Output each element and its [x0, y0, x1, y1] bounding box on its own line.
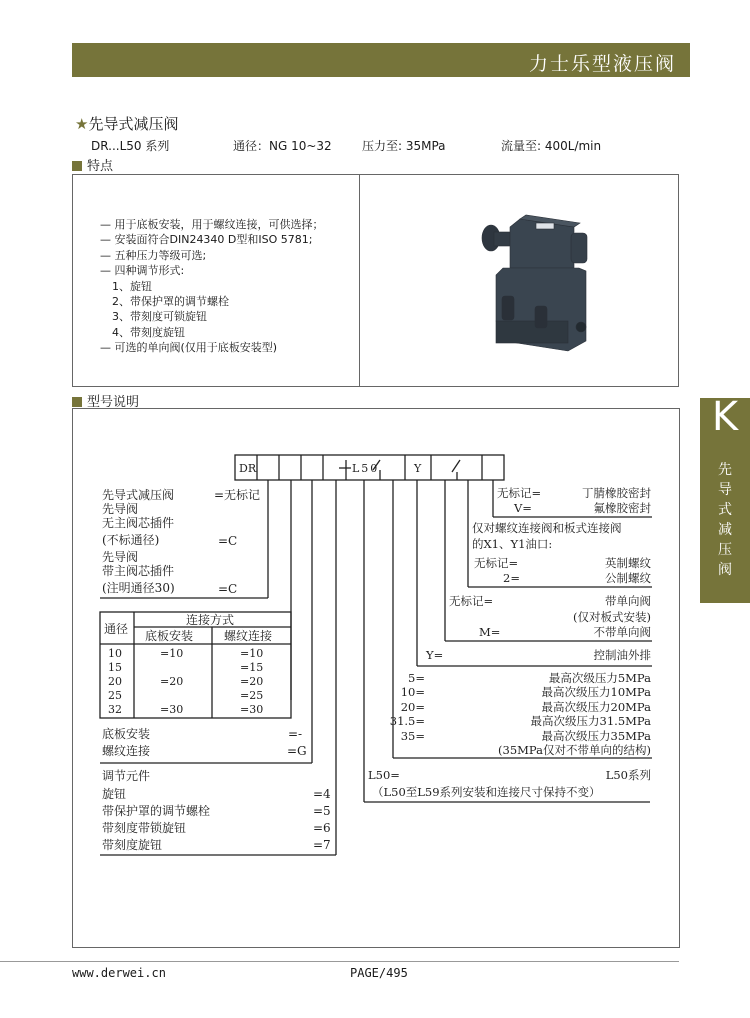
- feature-item: — 安装面符合DIN24340 D型和ISO 5781;: [100, 233, 313, 247]
- legend-label: 先导阀: [102, 502, 139, 516]
- series-note: （L50至L59系列安装和连接尺寸保持不变）: [372, 785, 601, 799]
- mounting-label: 螺纹连接: [102, 744, 151, 758]
- mounting-value: =-: [288, 727, 303, 741]
- adjust-value: =7: [313, 838, 331, 852]
- seal-code: 无标记=: [497, 486, 542, 500]
- table-cell: 20: [108, 675, 122, 688]
- code-cell-l50: L50: [352, 462, 380, 475]
- chapter-char: 阀: [718, 562, 732, 578]
- model-heading-text: 型号说明: [87, 395, 140, 410]
- legend-label: 无主阀芯插件: [102, 516, 175, 530]
- footer-url[interactable]: www.derwei.cn: [72, 966, 166, 980]
- spec-size: 通径：NG 10~32: [233, 139, 332, 153]
- table-cell: =10: [240, 647, 264, 660]
- table-header-conn: 连接方式: [186, 613, 235, 627]
- port-note: 的X1、Y1油口:: [472, 537, 553, 551]
- adjust-value: =4: [313, 787, 331, 801]
- seal-desc: 氟橡胶密封: [593, 501, 651, 515]
- product-title-text: 先导式减压阀: [88, 115, 179, 133]
- series-desc: L50系列: [605, 768, 651, 782]
- pressure-note: (35MPa仅对不带单向的结构): [498, 743, 651, 757]
- adjust-value: =6: [313, 821, 331, 835]
- feature-subitem: 2、带保护罩的调节螺栓: [112, 295, 229, 309]
- legend-value: =C: [218, 534, 238, 548]
- code-cell-dr: DR: [239, 462, 257, 475]
- drain-code: Y=: [426, 648, 444, 662]
- series-code: L50=: [368, 768, 400, 782]
- chapter-title: [700, 460, 750, 580]
- adjust-label: 带刻度旋钮: [102, 838, 163, 852]
- spec-pressure: 压力至: 35MPa: [362, 139, 446, 153]
- mounting-value: =G: [287, 744, 307, 758]
- chapter-char: 压: [718, 542, 732, 558]
- table-cell: =15: [240, 661, 264, 674]
- check-desc: 带单向阀: [605, 594, 651, 608]
- legend-label: 先导阀: [102, 550, 139, 564]
- port-desc: 公制螺纹: [605, 571, 651, 585]
- chapter-char: 式: [718, 502, 732, 518]
- pressure-desc: 最高次级压力10MPa: [541, 685, 651, 699]
- star-icon: ★: [75, 115, 89, 133]
- table-header-size: 通径: [104, 622, 129, 636]
- legend-label: 先导式减压阀: [102, 488, 175, 502]
- check-code: 无标记=: [449, 594, 494, 608]
- spec-series: DR...L50 系列: [91, 139, 170, 153]
- feature-subitem: 1、旋钮: [112, 279, 152, 293]
- pressure-code: 10=: [400, 685, 425, 699]
- adjust-label: 带保护罩的调节螺栓: [102, 804, 211, 818]
- drain-desc: 控制油外排: [593, 648, 651, 662]
- code-cell-y: Y: [414, 462, 422, 475]
- adjust-label: 旋钮: [102, 787, 127, 801]
- pressure-code: 35=: [400, 729, 425, 743]
- legend-value: =C: [218, 582, 238, 596]
- header-title: 力士乐型液压阀: [528, 53, 676, 75]
- features-heading-text: 特点: [87, 159, 114, 174]
- chapter-side-tab: [700, 394, 750, 603]
- table-cell: =25: [240, 689, 264, 702]
- feature-item: — 四种调节形式:: [100, 264, 185, 278]
- pressure-desc: 最高次级压力35MPa: [541, 729, 651, 743]
- seal-code: V=: [514, 501, 532, 515]
- spec-flow: 流量至: 400L/min: [501, 139, 602, 153]
- mounting-label: 底板安装: [102, 727, 151, 741]
- pressure-desc: 最高次级压力5MPa: [548, 671, 651, 685]
- pressure-desc: 最高次级压力20MPa: [541, 700, 651, 714]
- feature-subitem: 4、带刻度旋钮: [112, 325, 185, 339]
- chapter-letter: K: [711, 394, 739, 440]
- pressure-desc: 最高次级压力31.5MPa: [530, 714, 651, 728]
- table-cell: =10: [160, 647, 184, 660]
- chapter-char: 减: [718, 522, 732, 538]
- legend-label: (不标通径): [102, 533, 160, 547]
- pressure-code: 31.5=: [389, 714, 425, 728]
- table-cell: 32: [108, 703, 122, 716]
- legend-label: 带主阀芯插件: [102, 564, 175, 578]
- feature-item: — 可选的单向阀(仅用于底板安装型): [100, 341, 278, 355]
- check-desc: (仅对板式安装): [573, 610, 651, 624]
- adjust-title: 调节元件: [102, 769, 151, 783]
- port-code: 2=: [503, 571, 520, 585]
- table-header-plate: 底板安装: [145, 629, 194, 643]
- chapter-char: 导: [718, 482, 732, 498]
- feature-subitem: 3、带刻度可锁旋钮: [112, 310, 207, 324]
- chapter-char: 先: [718, 462, 732, 478]
- table-cell: =20: [240, 675, 264, 688]
- seal-desc: 丁腈橡胶密封: [582, 486, 651, 500]
- footer-divider: [0, 961, 679, 962]
- adjust-label: 带刻度带锁旋钮: [102, 821, 187, 835]
- port-code: 无标记=: [474, 556, 519, 570]
- feature-item: — 五种压力等级可选;: [100, 248, 207, 262]
- table-cell: =20: [160, 675, 184, 688]
- table-cell: =30: [240, 703, 264, 716]
- port-desc: 英制螺纹: [605, 556, 651, 570]
- pressure-code: 5=: [408, 671, 425, 685]
- legend-label: (注明通径30): [102, 581, 175, 595]
- adjust-value: =5: [313, 804, 331, 818]
- check-desc: 不带单向阀: [593, 625, 651, 639]
- port-note: 仅对螺纹连接阀和板式连接阀: [472, 521, 622, 535]
- feature-item: — 用于底板安装，用于螺纹连接，可供选择；: [100, 218, 324, 231]
- page-number: PAGE/495: [350, 966, 408, 980]
- table-cell: =30: [160, 703, 184, 716]
- table-cell: 25: [108, 689, 122, 702]
- check-code: M=: [479, 625, 501, 639]
- table-cell: 15: [108, 661, 122, 674]
- table-header-thread: 螺纹连接: [224, 629, 273, 643]
- legend-value: =无标记: [214, 488, 261, 502]
- pressure-code: 20=: [400, 700, 425, 714]
- table-cell: 10: [108, 647, 122, 660]
